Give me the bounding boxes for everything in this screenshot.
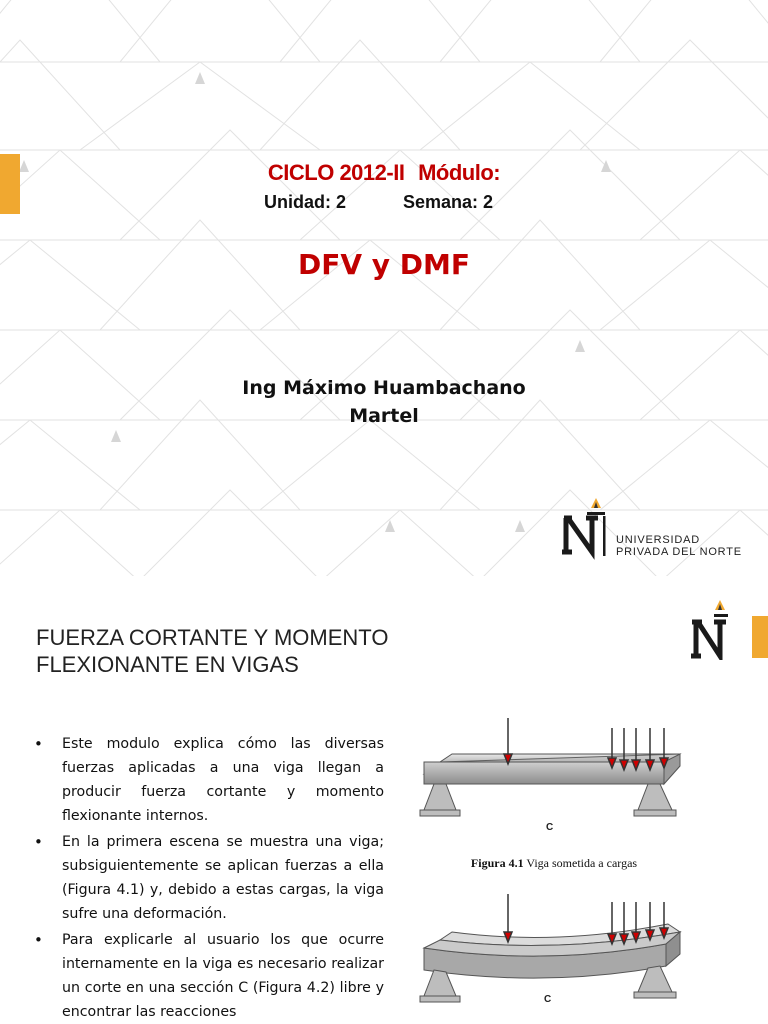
author-line-2: Martel	[349, 405, 419, 427]
section-label: C	[546, 822, 554, 833]
bullet-list	[32, 732, 384, 1024]
university-name-line-2: PRIVADA DEL NORTE	[616, 546, 742, 558]
accent-bar	[752, 616, 768, 658]
upn-n-logo-icon	[688, 598, 736, 660]
unit-label: Unidad: 2	[264, 192, 347, 212]
module-label: Módulo:	[418, 160, 501, 185]
slide-title-line-1: FUERZA CORTANTE Y MOMENTO	[36, 625, 389, 650]
bullet-item: • Para explicarle al usuario los que ocurre internamente en la viga es necesario realizar un corte en una sección C (Figura 4.2) libre y encontrar las reacciones	[32, 928, 384, 1024]
course-cycle-heading	[0, 160, 768, 186]
bullet-item: • En la primera escena se muestra una viga; subsiguientemente se aplican fuerzas a ella (Figura 4.1) y, debido a estas cargas, la viga sufre una deformación.	[32, 830, 384, 926]
support-left	[420, 784, 460, 816]
university-logo	[558, 498, 758, 560]
figure-caption-text: Viga sometida a cargas	[523, 856, 638, 870]
university-name	[616, 534, 742, 558]
support-right	[634, 784, 676, 816]
support-right	[634, 966, 676, 998]
week-label: Semana: 2	[403, 192, 494, 212]
beam-front	[424, 762, 664, 784]
cycle-label: CICLO 2012-II	[267, 160, 405, 185]
beam-figure-4-1	[416, 714, 692, 844]
author-line-1: Ing Máximo Huambachano	[242, 377, 526, 399]
topic-title: DFV y DMF	[297, 248, 471, 281]
slide-title-line-2: FLEXIONANTE EN VIGAS	[36, 652, 299, 677]
upn-n-logo-icon	[558, 498, 614, 560]
bullet-item: • Este modulo explica cómo las diversas fuerzas aplicadas a una viga llegan a producir fuerza cortante y momento flexionante internos.	[32, 732, 384, 828]
beam-figure-4-2	[416, 892, 692, 1024]
content-slide	[0, 596, 768, 1024]
author-name	[0, 374, 768, 430]
figure-caption	[416, 856, 692, 871]
slide-title	[36, 624, 456, 678]
university-name-line-1: UNIVERSIDAD	[616, 534, 700, 546]
support-left	[420, 970, 460, 1002]
figure-caption-number: Figura 4.1	[470, 856, 524, 870]
section-label: C	[544, 994, 552, 1005]
